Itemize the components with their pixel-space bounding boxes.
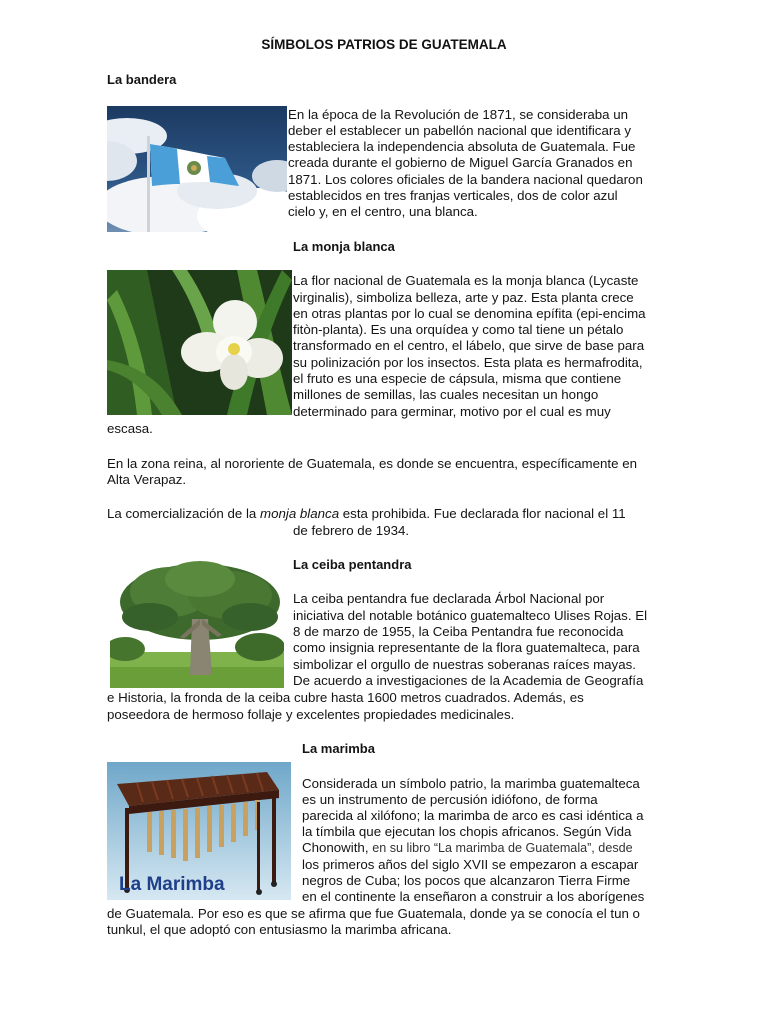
marimba-full-line-2: tunkul, el que adoptó con entusiasmo la marimba africana. (107, 922, 452, 937)
monja-blanca-image (107, 270, 292, 415)
bandera-line-5: 1871. Los colores oficiales de la bandera nacional quedaron (288, 172, 643, 187)
heading-ceiba: La ceiba pentandra (293, 557, 412, 572)
monja-para2-line-1: En la zona reina, al nororiente de Guatemala, es donde se encuentra, específicamente en (107, 456, 637, 471)
monja-line-9: determinado para germinar, motivo por el cual es muy (293, 404, 611, 419)
heading-marimba: La marimba (302, 741, 375, 756)
marimba-line-4: la tímbila que ejecutan los chopis africanos. Según Vida (302, 824, 632, 839)
monja-line-6: su polinización por los insectos. Esta plata es hermafrodita, (293, 355, 643, 370)
monja-line-2: virginalis), simboliza belleza, arte y paz. Esta planta crece (293, 290, 634, 305)
monja-line-1: La flor nacional de Guatemala es la monja blanca (Lycaste (293, 273, 639, 288)
marimba-full-line-1: de Guatemala. Por eso es que se afirma que fue Guatemala, donde ya se conocía el tun o (107, 906, 640, 921)
monja-line-end: escasa. (107, 421, 153, 436)
marimba-line-5 (302, 840, 633, 856)
monja-para3-suffix: esta prohibida. Fue declarada flor nacional el 11 (339, 506, 626, 521)
ceiba-line-4: como insignia representante de la flora guatemalteca, para (293, 640, 640, 655)
heading-bandera: La bandera (107, 72, 177, 87)
monja-line-4: fitòn-planta). Es una orquídea y como tal tiene un pétalo (293, 322, 624, 337)
marimba-line-8: en el continente la enseñaron a construir a los aborígenes (302, 889, 645, 904)
marimba-line-5a: Chonowith, (302, 840, 373, 855)
marimba-line-1: Considerada un símbolo patrio, la marimba guatemalteca (302, 776, 640, 791)
flag-image (107, 106, 287, 232)
heading-monja-blanca: La monja blanca (293, 239, 395, 254)
marimba-line-3: parecida al xilófono; la marimba de arco es casi idéntica a (302, 808, 644, 823)
marimba-image (107, 762, 291, 900)
marimba-line-7: negros de Cuba; los pocos que alcanzaron Tierra Firme (302, 873, 631, 888)
monja-para3-line-2: de febrero de 1934. (293, 523, 410, 538)
bandera-line-4: creada durante el gobierno de Miguel García Granados en (288, 155, 633, 170)
ceiba-line-1: La ceiba pentandra fue declarada Árbol Nacional por (293, 591, 605, 606)
marimba-line-5b: en su libro “La marimba de Guatemala”, desde (372, 841, 633, 855)
bandera-line-2: deber el establecer un pabellón nacional que identificara y (288, 123, 631, 138)
monja-line-5: transformado en el centro, el lábelo, que sirve de base para (293, 338, 645, 353)
ceiba-line-2: iniciativa del notable botánico guatemalteco Ulises Rojas. El (293, 608, 648, 623)
monja-para3-line-1 (107, 506, 626, 522)
ceiba-image (110, 557, 284, 688)
ceiba-line-5: simbolizar el orgullo de nuestras soberanas raíces mayas. (293, 657, 636, 672)
ceiba-full-line-1: e Historia, la fronda de la ceiba cubre hasta 1600 metros cuadrados. Además, es (107, 690, 584, 705)
bandera-line-6: establecidos en tres franjas verticales, dos de color azul (288, 188, 618, 203)
bandera-line-1: En la época de la Revolución de 1871, se consideraba un (288, 107, 629, 122)
monja-line-8: millones de semillas, las cuales necesitan un hongo (293, 387, 599, 402)
page-title: SÍMBOLOS PATRIOS DE GUATEMALA (261, 37, 507, 52)
monja-para2-line-2: Alta Verapaz. (107, 472, 187, 487)
bandera-line-7: cielo y, en el centro, una blanca. (288, 204, 478, 219)
marimba-line-2: es un instrumento de percusión idiófono, de forma (302, 792, 598, 807)
ceiba-line-3: 8 de marzo de 1955, la Ceiba Pentandra fue reconocida (293, 624, 624, 639)
bandera-line-3: estableciera la independencia absoluta de Guatemala. Fue (288, 139, 636, 154)
marimba-line-6: los primeros años del siglo XVII se empezaron a escapar (302, 857, 639, 872)
ceiba-full-line-2: poseedora de hermoso follaje y excelentes propiedades medicinales. (107, 707, 515, 722)
ceiba-line-6: De acuerdo a investigaciones de la Academia de Geografía (293, 673, 644, 688)
monja-para3-prefix: La comercialización de la (107, 506, 260, 521)
monja-line-7: el fruto es una especie de cápsula, misma que contiene (293, 371, 622, 386)
marimba-image-label: La Marimba (119, 874, 225, 895)
monja-line-3: en otras plantas por lo cual se denomina epífita (epi-encima (293, 306, 646, 321)
monja-para3-italic: monja blanca (260, 506, 340, 521)
